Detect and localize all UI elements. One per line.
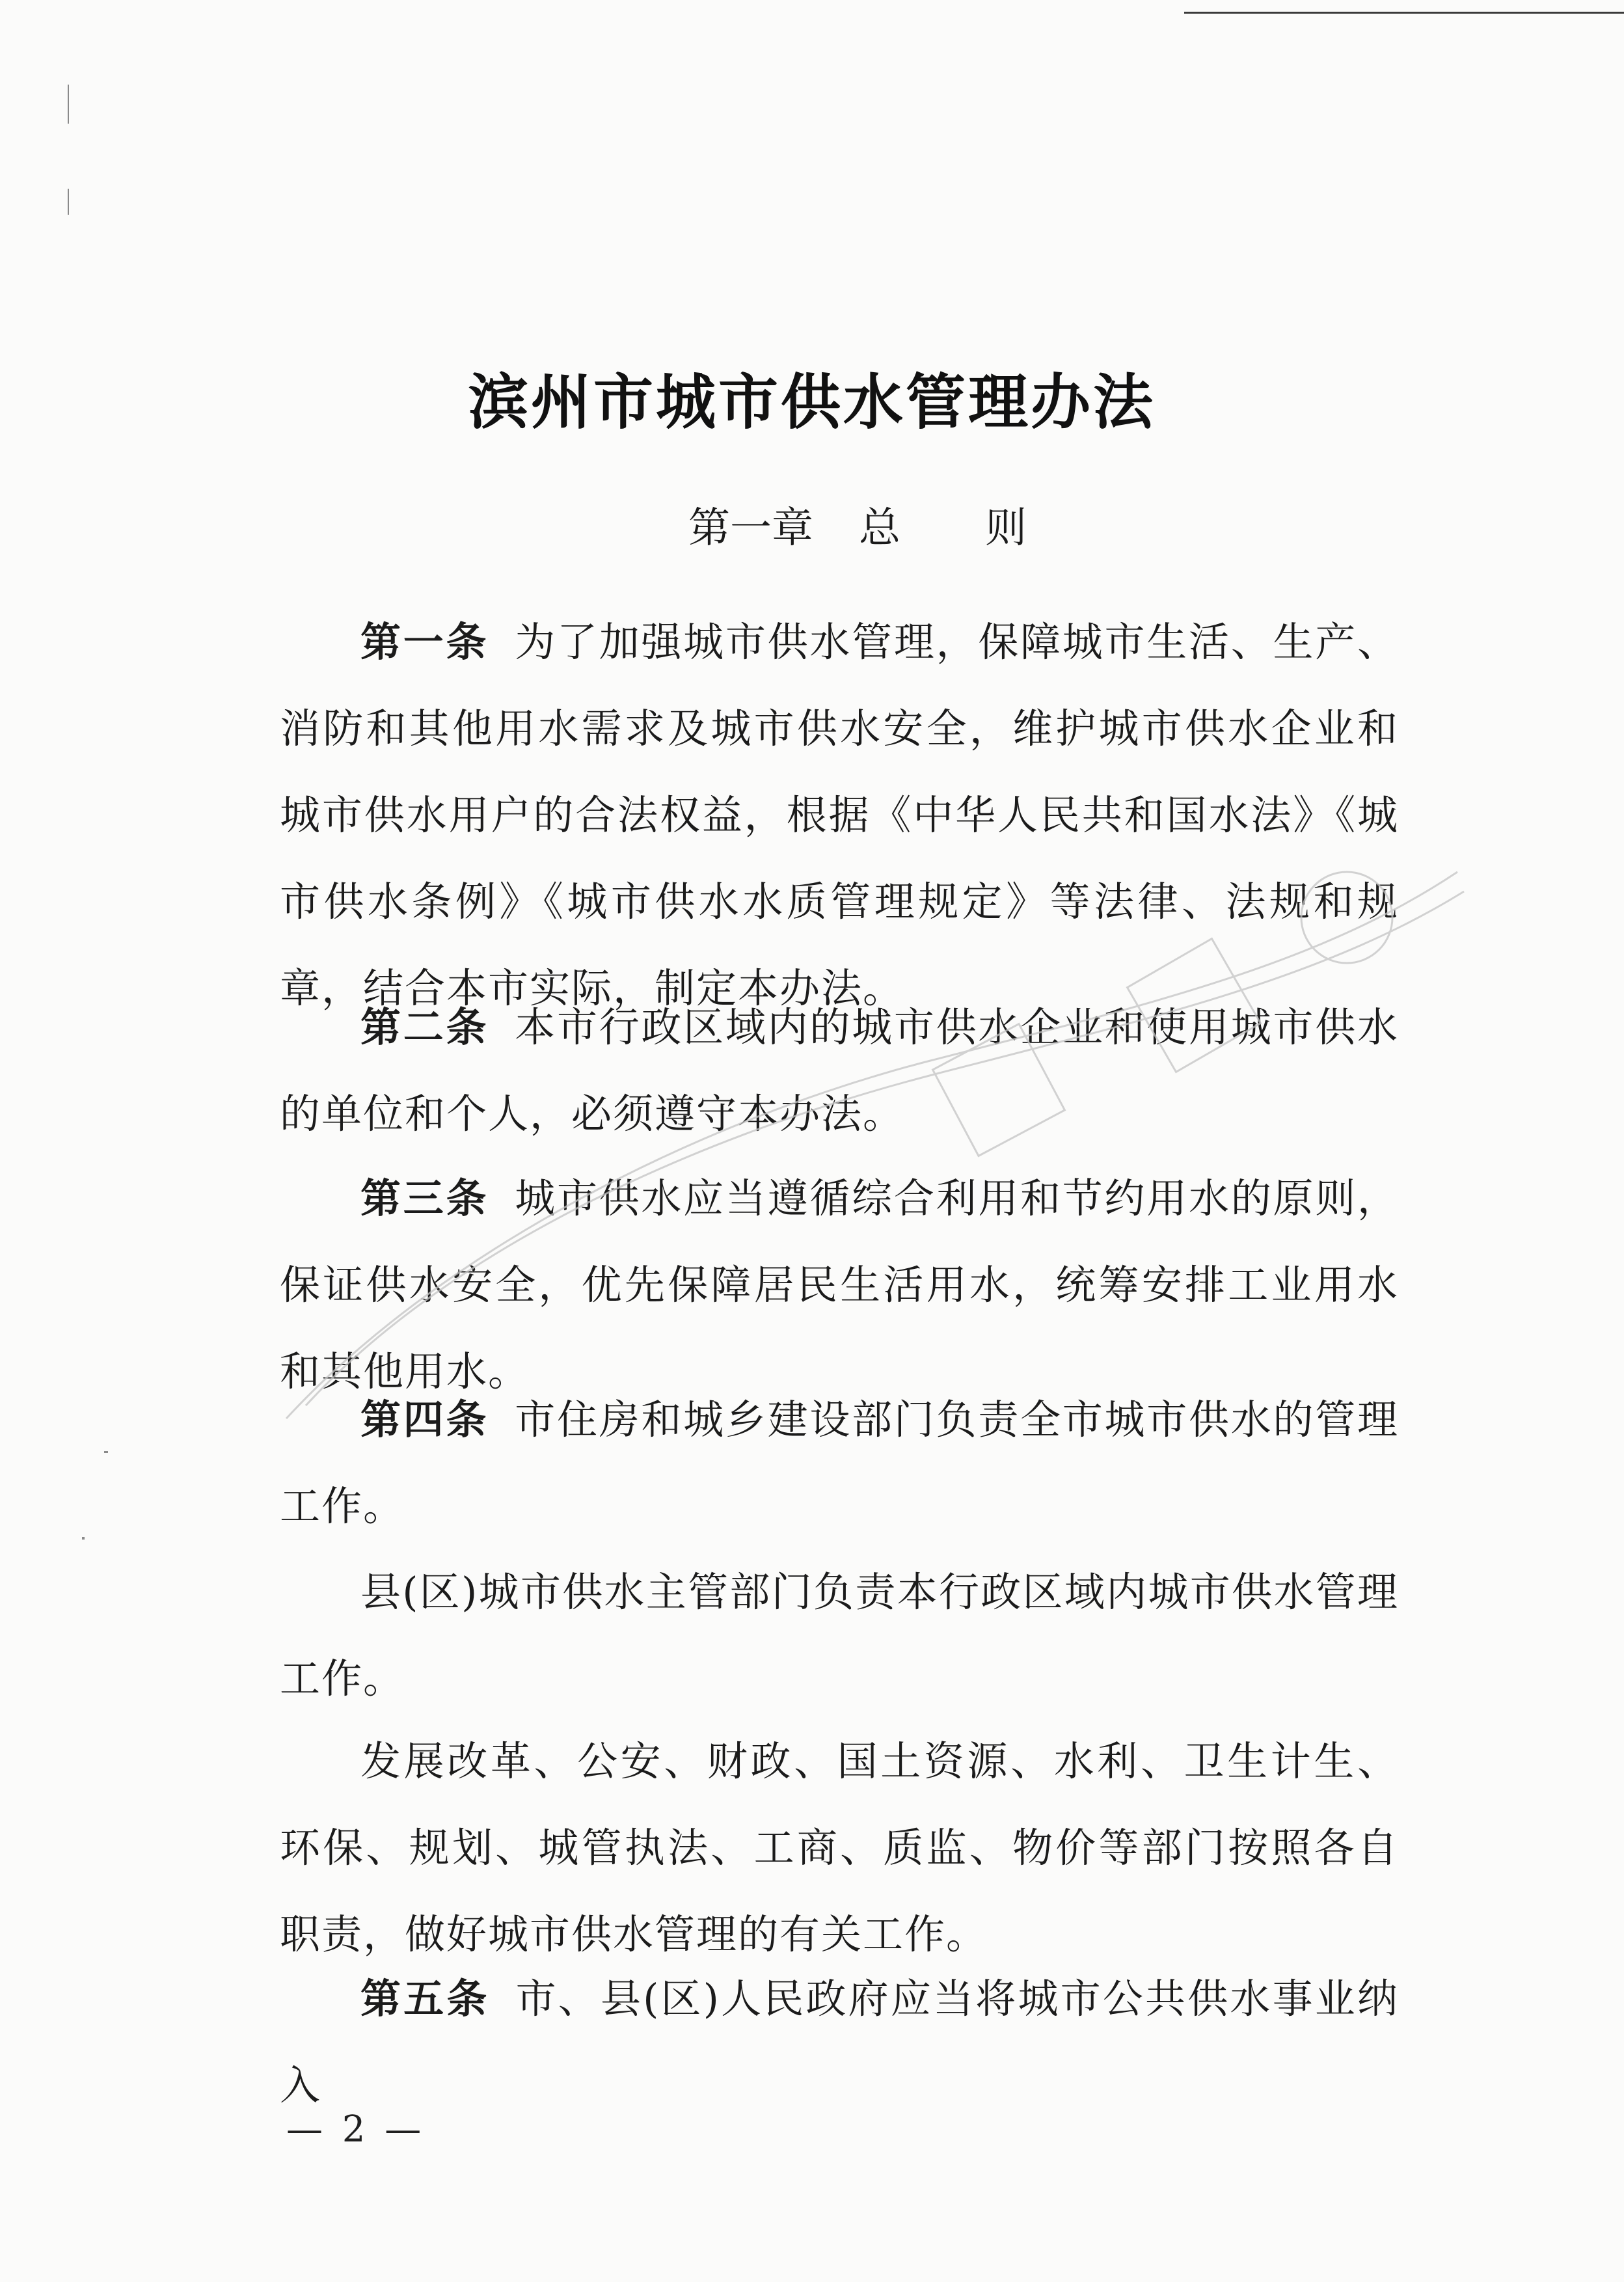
article-text: 市住房和城乡建设部门负责全市城市供水的管理工作。 <box>280 1396 1399 1530</box>
scan-mark <box>104 1451 108 1453</box>
chapter-heading <box>688 495 1027 554</box>
article-2 <box>280 984 1399 1157</box>
article-label: 第一条 <box>360 618 489 666</box>
article-text: 城市供水应当遵循综合利用和节约用水的原则，保证供水安全，优先保障居民生活用水，统筹安排工业用水和其他用水。 <box>280 1175 1399 1395</box>
scan-mark <box>68 85 69 124</box>
scan-mark <box>68 189 69 215</box>
top-border-line <box>1184 12 1624 14</box>
article-label: 第五条 <box>360 1975 490 2022</box>
document-title: 滨州市城市供水管理办法 <box>468 367 1156 437</box>
article-text: 市、县(区)人民政府应当将城市公共供水事业纳入 <box>280 1975 1399 2109</box>
article-1 <box>280 599 1399 1031</box>
article-label: 第四条 <box>360 1396 489 1443</box>
article-label: 第三条 <box>360 1175 489 1222</box>
article-text: 为了加强城市供水管理，保障城市生活、生产、消防和其他用水需求及城市供水安全，维护城市供水企业和城市供水用户的合法权益，根据《中华人民共和国水法》《城市供水条例》《城市供水水质管理规定》等法律、法规和规章，结合本市实际，制定本办法。 <box>280 618 1399 1012</box>
article-4-paragraph-2: 县(区)城市供水主管部门负责本行政区域内城市供水管理工作。 <box>280 1568 1399 1702</box>
page-number: — 2 — <box>286 2108 426 2151</box>
scan-mark <box>82 1537 85 1540</box>
chapter-number: 第一章 <box>688 504 813 552</box>
article-text: 本市行政区域内的城市供水企业和使用城市供水的单位和个人，必须遵守本办法。 <box>280 1003 1399 1137</box>
article-label: 第二条 <box>360 1003 489 1051</box>
chapter-name-part1: 总 <box>859 504 900 552</box>
article-4-paragraph-3: 发展改革、公安、财政、国土资源、水利、卫生计生、环保、规划、城管执法、工商、质监、物价等部门按照各自职责，做好城市供水管理的有关工作。 <box>280 1737 1399 1958</box>
article-5 <box>280 1955 1399 2128</box>
article-4 <box>280 1376 1399 1549</box>
chapter-name-part2: 则 <box>985 504 1027 552</box>
